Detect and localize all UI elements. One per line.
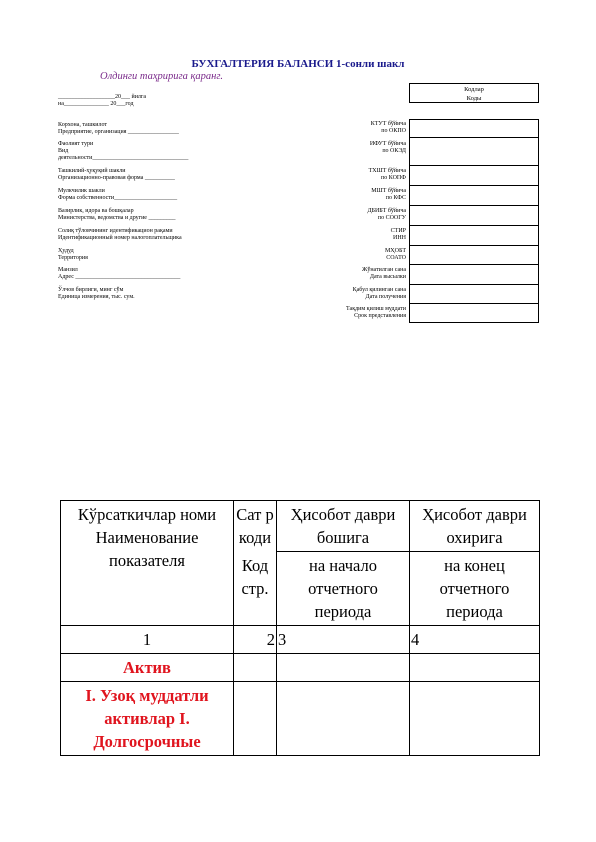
codes-label-uz: Кодлар [464, 86, 484, 93]
code-label-ru: по КОПФ [381, 175, 406, 181]
code-label-uz: КТУТ бўйича [370, 121, 406, 127]
col-header-line-code-uz: Сат р коди [234, 501, 277, 552]
cell-empty[interactable] [410, 654, 540, 682]
field-activity [58, 141, 188, 162]
col-number-4: 4 [410, 626, 540, 654]
field-label-ru: Министерства, ведомства и другие _________ [58, 215, 176, 221]
code-label-uz: ТХШТ бўйича [368, 168, 406, 174]
code-box-oked[interactable] [409, 138, 539, 166]
cell-empty[interactable] [234, 682, 277, 756]
field-label-ru: Территория [58, 255, 88, 261]
codes-header [409, 83, 539, 103]
field-label-ru-cont: деятельности________________________________ [58, 155, 189, 161]
code-label-uz: СТИР [390, 228, 406, 234]
code-label-ru: по ОКПО [381, 128, 406, 134]
col-header-end-ru: на конец отчетного периода [410, 552, 540, 626]
code-box-kfs[interactable] [409, 186, 539, 206]
edition-note: Олдинги таҳририга қаранг. [100, 71, 223, 82]
code-label-uz: МҲОБТ [384, 248, 406, 254]
col-header-start-uz: Ҳисобот даври бошига [277, 501, 410, 552]
field-label-uz: Манзил [58, 267, 78, 273]
code-label-okpo [371, 121, 406, 135]
code-label-received-date [353, 287, 406, 301]
field-label-uz: Ҳудуд [58, 248, 74, 254]
field-label-ru: Предприятие, организация _________________ [58, 129, 179, 135]
code-label-ru: Дата получения [365, 294, 406, 300]
code-label-ru: по СООГУ [377, 215, 406, 221]
code-label-ru: по ОКЭД [382, 148, 406, 154]
field-label-uz: Мулкчилик шакли [58, 188, 105, 194]
field-label-uz: Корхона, ташкилот [58, 122, 107, 128]
code-box-soato[interactable] [409, 246, 539, 265]
field-ownership [58, 188, 177, 202]
field-label-ru: Идентификационный номер налогоплательщика [58, 235, 182, 241]
code-label-kfs [371, 188, 406, 202]
code-label-uz: Тақдим қилиш муддати [346, 306, 406, 312]
field-label-ru: Единица измерения, тыс. сум. [58, 294, 135, 300]
field-taxpayer-id [58, 228, 182, 242]
code-label-kopf [369, 168, 406, 182]
field-legal-form [58, 168, 175, 182]
field-ministry [58, 208, 175, 222]
cell-empty[interactable] [234, 654, 277, 682]
code-box-kopf[interactable] [409, 166, 539, 186]
code-box-sent-date[interactable] [409, 265, 539, 285]
balance-table [60, 500, 540, 756]
field-label-uz: Ташкилий-ҳуқуқий шакли [58, 168, 126, 174]
code-label-oked [370, 141, 406, 155]
code-label-soato [385, 248, 406, 262]
code-label-ru: Дата высылки [369, 274, 406, 280]
table-row [61, 682, 540, 756]
code-label-ru: Срок представления [354, 313, 406, 319]
table-row [61, 654, 540, 682]
col-header-line-code-ru: Код стр. [234, 552, 277, 626]
codes-label-ru: Коды [466, 95, 482, 102]
field-unit [58, 287, 135, 301]
code-box-okpo[interactable] [409, 119, 539, 138]
table-header-row [61, 501, 540, 552]
field-label-ru: Адрес ___________________________________ [58, 274, 181, 280]
code-label-uz: ДБИБТ бўйича [367, 208, 406, 214]
code-box-deadline[interactable] [409, 304, 539, 323]
field-organization [58, 122, 179, 136]
code-label-ru: СОАТО [386, 255, 406, 261]
report-date [58, 94, 146, 108]
col-header-indicator: Кўрсаткичлар номи Наименование показателя [61, 501, 234, 626]
section-active: Актив [61, 654, 234, 682]
code-label-sent-date [362, 267, 406, 281]
code-label-soogu [367, 208, 406, 222]
field-label-ru: Организационно-правовая форма __________ [58, 175, 175, 181]
col-header-end-uz: Ҳисобот даври охирига [410, 501, 540, 552]
col-number-3: 3 [277, 626, 410, 654]
code-box-soogu[interactable] [409, 206, 539, 226]
form-title: БУХГАЛТЕРИЯ БАЛАНСИ 1-сонли шакл [191, 58, 405, 70]
field-label-ru: Форма собственности_____________________ [58, 195, 178, 201]
date-ru: на_______________ 20___год [58, 101, 134, 107]
code-label-uz: Қабул қилинган сана [352, 287, 406, 293]
col-number-2: 2 [234, 626, 277, 654]
column-number-row [61, 626, 540, 654]
code-label-uz: ИФУТ бўйича [369, 141, 406, 147]
code-box-inn[interactable] [409, 226, 539, 246]
field-label-uz: Солиқ тўловчининг идентификацион рақами [58, 228, 173, 234]
code-label-deadline [346, 306, 406, 320]
col-header-start-ru: на начало отчетного периода [277, 552, 410, 626]
field-territory [58, 248, 88, 262]
code-label-inn [391, 228, 406, 242]
cell-empty[interactable] [277, 654, 410, 682]
field-address [58, 267, 180, 281]
code-label-uz: МШТ бўйича [371, 188, 406, 194]
cell-empty[interactable] [277, 682, 410, 756]
field-label-uz: Вазирлик, идора ва бошқалар [58, 208, 134, 214]
field-label-uz: Ўлчов бирлиги, минг сўм [58, 287, 124, 293]
col-number-1: 1 [61, 626, 234, 654]
date-uz: ___________________20___ йилга [58, 94, 147, 100]
field-label-uz: Фаолият тури [58, 141, 94, 147]
section-long-term-assets: I. Узоқ муддатли активлар I. Долгосрочные [61, 682, 234, 756]
code-label-ru: ИНН [393, 235, 406, 241]
code-label-ru: по КФС [385, 195, 406, 201]
field-label-ru: Вид [58, 148, 69, 154]
code-label-uz: Жўнатилган сана [361, 267, 406, 273]
cell-empty[interactable] [410, 682, 540, 756]
code-box-received-date[interactable] [409, 285, 539, 304]
